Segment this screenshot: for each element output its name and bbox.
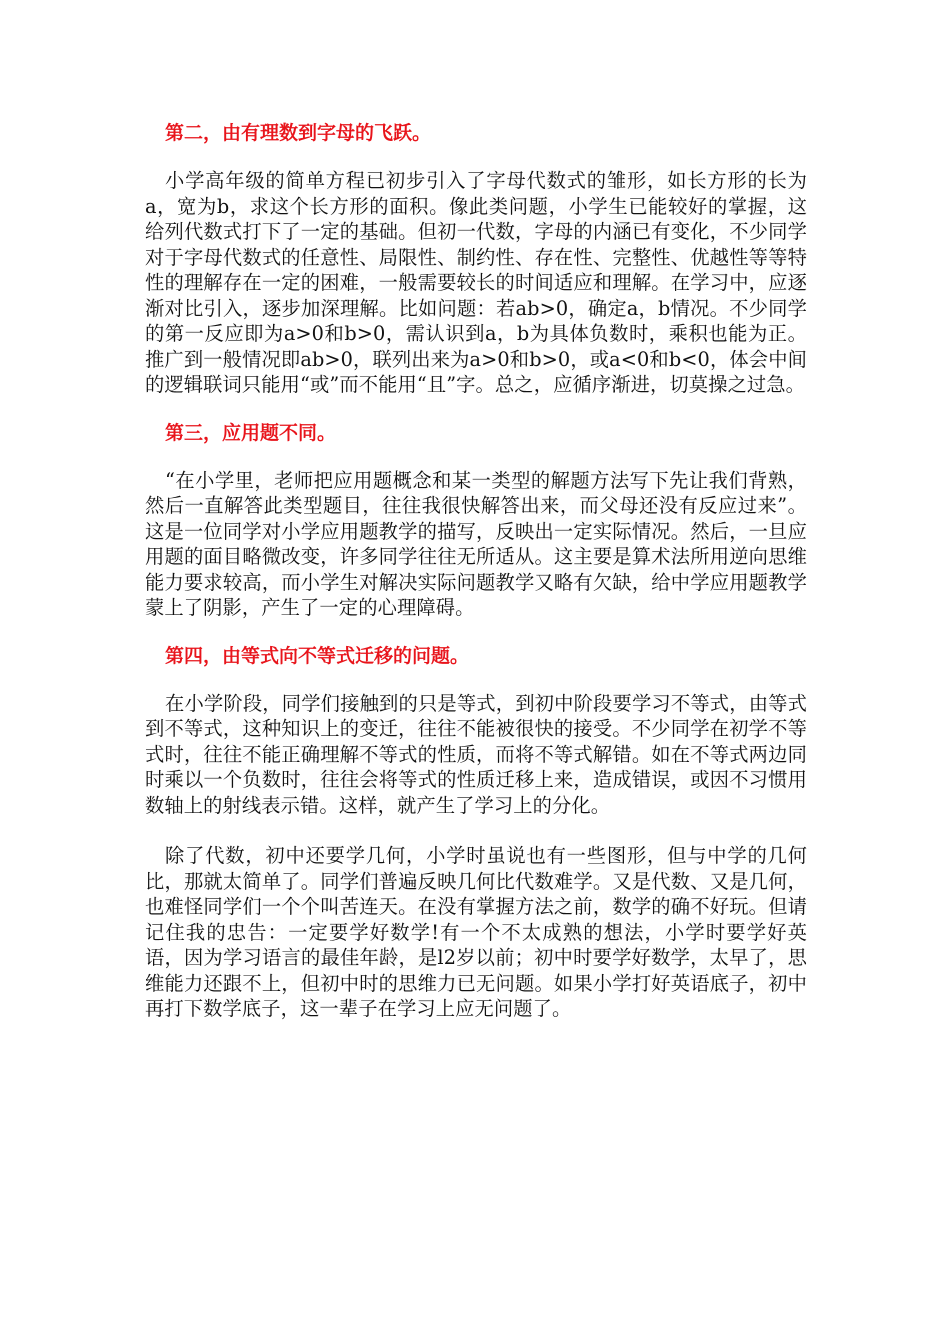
closing-paragraph: 除了代数，初中还要学几何，小学时虽说也有一些图形，但与中学的几何比，那就太简单了。同学们普遍反映几何比代数难学。又是代数、又是几何，也难怪同学们一个个叫苦连天。在没有掌握方法之前，数学的确不好玩。但请记住我的忠告：一定要学好数学!有一个不太成熟的想法，小学时要学好英语，因为学习语言的最佳年龄，是l2岁以前；初中时要学好数学，太早了，思维能力还跟不上，但初中时的思维力已无问题。如果小学打好英语底子，初中再打下数学底子，这一辈子在学习上应无问题了。: [145, 844, 807, 1020]
document-page: [145, 118, 807, 1022]
section-heading-2: 第二，由有理数到字母的飞跃。: [165, 122, 432, 144]
section-heading-4: 第四，由等式向不等式迁移的问题。: [165, 644, 470, 667]
section-heading-3: 第三，应用题不同。: [165, 421, 337, 444]
section-paragraph-4: 在小学阶段，同学们接触到的只是等式，到初中阶段要学习不等式，由等式到不等式，这种知识上的变迁，往往不能被很快的接受。不少同学在初学不等式时，往往不能正确理解不等式的性质，而将不等式解错。如在不等式两边同时乘以一个负数时，往往会将等式的性质迁移上来，造成错误，或因不习惯用数轴上的射线表示错。这样，就产生了学习上的分化。: [145, 691, 807, 817]
section-paragraph-3: “在小学里，老师把应用题概念和某一类型的解题方法写下先让我们背熟，然后一直解答此类型题目，往往我很快解答出来，而父母还没有反应过来”。这是一位同学对小学应用题教学的描写，反映出一定实际情况。然后，一旦应用题的面目略微改变，许多同学往往无所适从。这主要是算术法所用逆向思维能力要求较高，而小学生对解决实际问题教学又略有欠缺，给中学应用题教学蒙上了阴影，产生了一定的心理障碍。: [145, 468, 807, 619]
section-paragraph-2: 小学高年级的简单方程已初步引入了字母代数式的雏形，如长方形的长为a，宽为b，求这个长方形的面积。像此类问题，小学生已能较好的掌握，这给列代数式打下了一定的基础。但初一代数，字母的内涵已有变化，不少同学对于字母代数式的任意性、局限性、制约性、存在性、完整性、优越性等等特性的理解存在一定的困难，一般需要较长的时间适应和理解。在学习中，应逐渐对比引入，逐步加深理解。比如问题：若ab>0，确定a，b情况。不少同学的第一反应即为a>0和b>0，需认识到a，b为具体负数时，乘积也能为正。推广到一般情况即ab>0，联列出来为a>0和b>0，或a<0和b<0，体会中间的逻辑联词只能用“或”而不能用“且”字。总之，应循序渐进，切莫操之过急。: [145, 169, 807, 396]
